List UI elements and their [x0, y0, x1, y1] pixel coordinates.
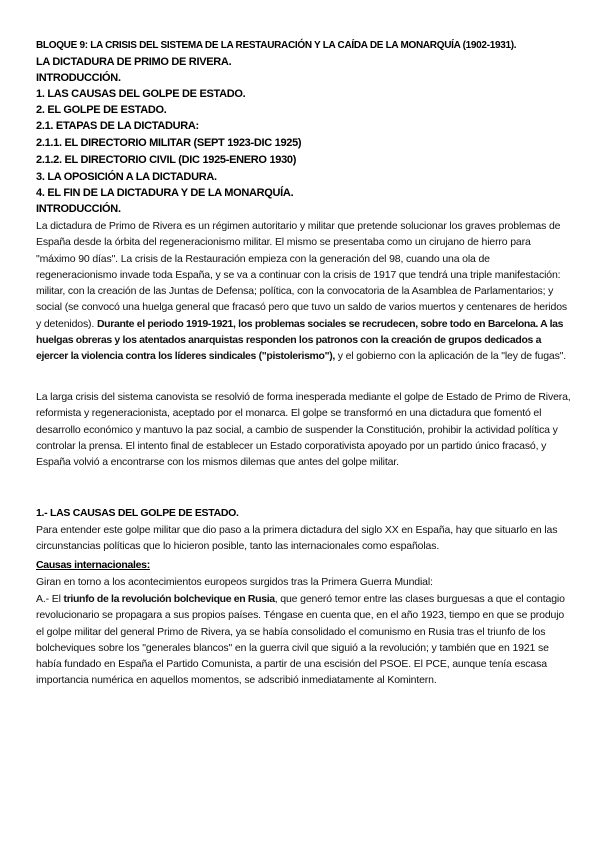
point-a-bold: triunfo de la revolución bolchevique en Rusia	[63, 593, 275, 605]
intro-paragraph	[36, 218, 572, 365]
outline-item: 2.1. ETAPAS DE LA DICTADURA:	[36, 120, 199, 132]
causes-paragraph: Para entender este golpe militar que dio paso a la primera dictadura del siglo XX en España, hay que situarlo en las circunstancias políticas que lo hicieron posible, tanto las internacionales como españolas.	[36, 524, 558, 553]
outline-item: 3. LA OPOSICIÓN A LA DICTADURA.	[36, 171, 217, 183]
outline-item: 2. EL GOLPE DE ESTADO.	[36, 104, 167, 116]
section-heading: 1.- LAS CAUSAS DEL GOLPE DE ESTADO.	[36, 507, 239, 519]
outline-item: 2.1.2. EL DIRECTORIO CIVIL (DIC 1925-ENERO 1930)	[36, 154, 297, 166]
intro-bold-text: Durante el periodo 1919-1921, los problemas sociales se recrudecen, sobre todo en Barcelona. A las huelgas obreras y los atentados anarquistas responden los patronos con la creación de grupos dedicados a ejercer la violencia contra los líderes sindicales ("pistolerismo"),	[36, 317, 564, 363]
document-subtitle: LA DICTADURA DE PRIMO DE RIVERA.	[36, 56, 232, 68]
causes-point-a	[36, 591, 572, 689]
intro-text-end: y el gobierno con la aplicación de la "ley de fugas".	[334, 350, 567, 363]
outline-item: 4. EL FIN DE LA DICTADURA Y DE LA MONARQUÍA.	[36, 187, 294, 199]
outline-item: 2.1.1. EL DIRECTORIO MILITAR (SEPT 1923-DIC 1925)	[36, 137, 302, 149]
subsection-heading: Causas internacionales:	[36, 559, 150, 571]
outline-item: 1. LAS CAUSAS DEL GOLPE DE ESTADO.	[36, 88, 246, 100]
intro-paragraph-2: La larga crisis del sistema canovista se resolvió de forma inesperada mediante el golpe de Estado de Primo de Rivera, reformista y regeneracionista, aceptado por el monarca. El golpe se transformó en una dictadura que fomentó el desarrollo económico y mantuvo la paz social, a cambio de suspender la Constitución, prohibir la actividad política y controlar la prensa. El intento final de establecer un Estado corporativista apoyado por un partido único fracasó, y España volvió a encontrarse con los mismos dilemas que antes del golpe militar.	[36, 391, 571, 469]
outline-item: INTRODUCCIÓN.	[36, 72, 121, 84]
causes-intro-line: Giran en torno a los acontecimientos europeos surgidos tras la Primera Guerra Mundial:	[36, 576, 433, 588]
intro-text: La dictadura de Primo de Rivera es un régimen autoritario y militar que pretende solucionar los graves problemas de España desde la órbita del regeneracionismo militar. El mismo se presentaba como un cirujano de hierro para "máximo 90 días". La crisis de la Restauración empieza con la generación del 98, cuando una ola de regeneracionismo invade toda España, y se va a continuar con la crisis de 1917 que tendrá una triple manifestación: militar, con la creación de las Juntas de Defensa; política, con la convocatoria de la Asamblea de Parlamentarios; y social (se convocó una huelga general que fracasó pero que tuvo un saldo de varios muertos y centenares de heridos y detenidos).	[36, 220, 567, 330]
point-a-prefix: A.- El	[36, 593, 64, 605]
document-title: BLOQUE 9: LA CRISIS DEL SISTEMA DE LA RESTAURACIÓN Y LA CAÍDA DE LA MONARQUÍA (1902-1931).	[36, 40, 517, 51]
point-a-text: , que generó temor entre las clases burguesas a que el contagio revolucionario se propagara a sus propios países. Téngase en cuenta que, en el año 1923, tiempo en que se produjo el golpe militar del general Primo de Rivera, ya se había consolidado el comunismo en Rusia tras el triunfo de los bolcheviques sobre los "generales blancos" en la guerra civil que siguió a la revolución; y también que en 1921 se había fundado en España el Partido Comunista, a partir de una escisión del PSOE. El PCE, aunque tenía escasa importancia numérica en aquellos momentos, se adscribió inmediatamente al Komintern.	[36, 593, 565, 687]
intro-heading: INTRODUCCIÓN.	[36, 203, 121, 215]
